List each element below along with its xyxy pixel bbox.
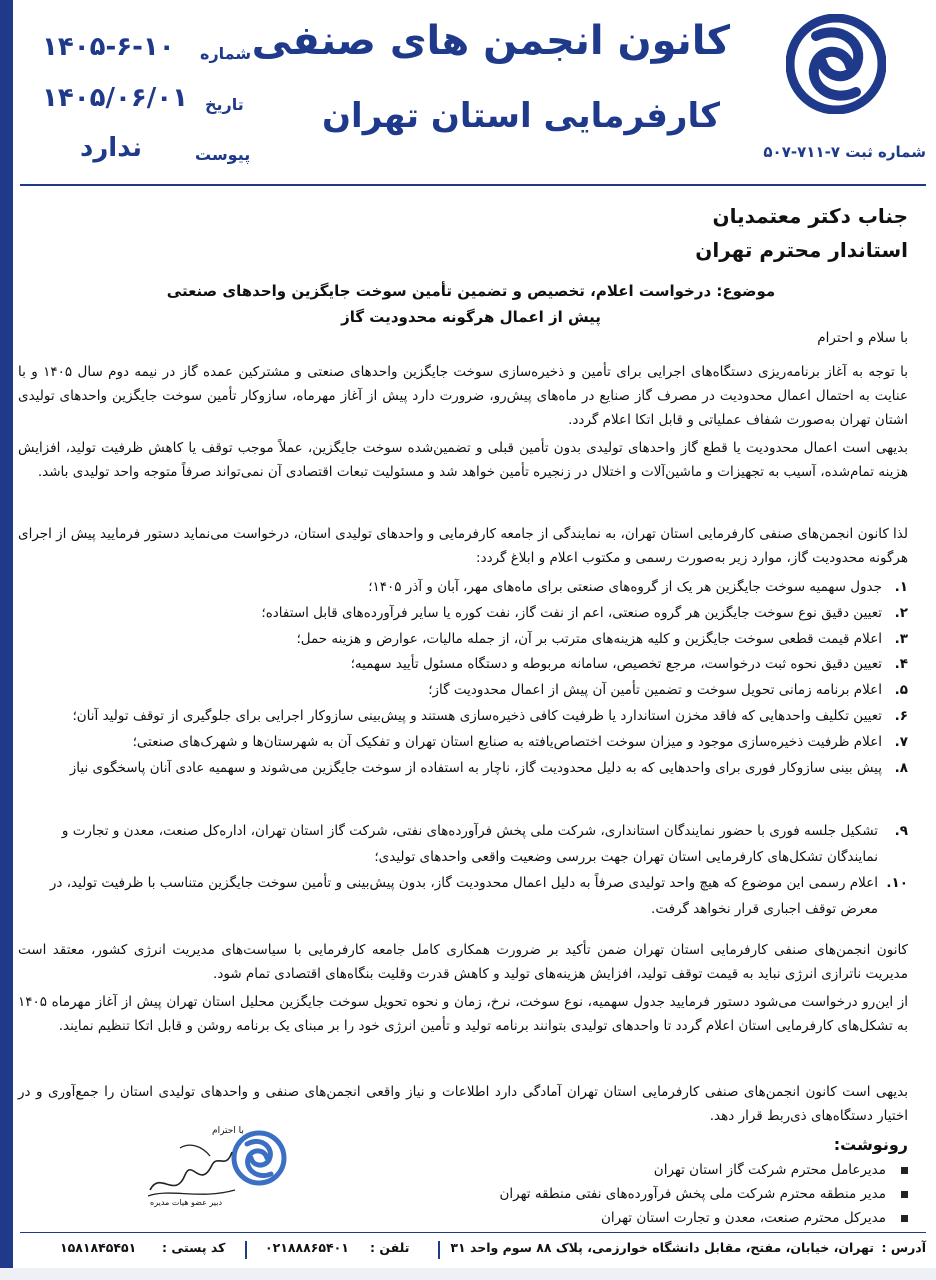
association-logo-icon — [786, 14, 886, 114]
list-item-text: تعیین دقیق نحوه ثبت درخواست، مرجع تخصیص، سامانه مربوطه و دستگاه مسئول تأیید سهمیه؛ — [350, 656, 882, 673]
list-item — [18, 870, 908, 922]
date-label: تاریخ — [205, 95, 244, 114]
bottom-strip — [0, 1268, 936, 1280]
address-label: آدرس : — [881, 1240, 926, 1255]
list-item-number: ۱. — [894, 579, 908, 595]
address-value: تهران، خیابان، مفتح، مقابل دانشگاه خوارزمی، پلاک ۸۸ سوم واحد ۳۱ — [450, 1240, 874, 1255]
number-label: شماره — [200, 44, 252, 63]
attachment-label: پیوست — [195, 145, 251, 164]
list-item — [18, 818, 908, 870]
copies-list — [499, 1158, 908, 1230]
copy-recipient — [499, 1158, 908, 1182]
copy-recipient — [499, 1206, 908, 1230]
attachment-value: ندارد — [80, 133, 143, 163]
list-item — [18, 601, 908, 627]
request-list — [18, 575, 908, 781]
footer — [20, 1240, 926, 1260]
paragraph-consequences: بدیهی است اعمال محدودیت یا قطع گاز واحدهای تولیدی بدون تأمین قبلی و تضمین‌شده سوخت جایگزین، عملاً موجب توقف یا کاهش ظرفیت تولید، افزایش هزینه تمام‌شده، آسیب به تجهیزات و ماشین‌آلات و اختلال در زنجیره تأمین خواهد شد و مسئولیت تبعات اقتصادی آن نمی‌تواند صرفاً متوجه واحد تولیدی باشد. — [18, 440, 908, 480]
request-list-continued — [18, 818, 908, 922]
bullet-icon — [901, 1215, 908, 1222]
list-item — [18, 756, 908, 782]
list-item-text: اعلام قیمت قطعی سوخت جایگزین و کلیه هزینه‌های مترتب بر آن، از جمله مالیات، عوارض و هزینه حمل؛ — [296, 630, 882, 647]
list-item-number: ۹. — [894, 823, 908, 839]
header-divider — [20, 184, 926, 186]
postal-label: کد پستی : — [162, 1240, 226, 1255]
list-item — [18, 730, 908, 756]
list-item-number: ۱۰. — [886, 875, 908, 891]
subject-line-2: پیش از اعمال هرگونه محدودیت گاز — [341, 308, 601, 326]
list-item — [18, 678, 908, 704]
addressee-name: جناب دکتر معتمدیان — [712, 204, 908, 228]
list-item-number: ۳. — [894, 630, 908, 647]
list-item — [18, 627, 908, 653]
number-value: ۱۴۰۵-۶-۱۰ — [42, 32, 175, 62]
copies-title: رونوشت: — [833, 1135, 908, 1154]
paragraph-deadline: از این‌رو درخواست می‌شود دستور فرمایید جدول سهمیه، نوع سوخت، نرخ، زمان و نحوه تحویل سوخت جایگزین محلیل استان تهران پیش از آغاز مهرماه ۱۴۰۵ به تشکل‌های کارفرمایی استان اعلام گردد تا واحدهای تولیدی بتوانند برنامه تولید و تأمین انرژی خود را بر مبنای یک برنامه روشن و قابل اتکا تنظیم نمایند. — [18, 994, 908, 1034]
phone-label: تلفن : — [370, 1240, 410, 1255]
list-item-number: ۶. — [894, 707, 908, 724]
copy-recipient-text: مدیرکل محترم صنعت، معدن و تجارت استان تهران — [600, 1210, 886, 1226]
list-item-number: ۵. — [894, 682, 908, 699]
left-accent-bar — [0, 0, 13, 1280]
salutation: با سلام و احترام — [817, 330, 908, 346]
footer-separator — [438, 1241, 440, 1259]
list-item — [18, 704, 908, 730]
addressee-title: استاندار محترم تهران — [695, 238, 908, 262]
letterhead-title: کانون انجمن های صنفی — [251, 18, 730, 64]
list-item-text: تعیین تکلیف واحدهایی که فاقد مخزن استاندارد یا ظرفیت کافی ذخیره‌سازی هستند و پیش‌بینی سازوکار اجرایی برای جلوگیری از توقف تولید آنان؛ — [72, 707, 882, 724]
list-item-number: ۴. — [894, 656, 908, 673]
closing-text: با احترام — [212, 1126, 244, 1136]
paragraph-intro: با توجه به آغاز برنامه‌ریزی دستگاه‌های اجرایی برای تأمین و ذخیره‌سازی سوخت جایگزین واحدهای صنعتی و مشترکین عمده گاز در نیمه دوم سال ۱۴۰۵ و با عنایت به احتمال اعمال محدودیت در مصرف گاز صنایع در ماه‌های پیش‌رو، ضرورت دارد پیش از آغاز مهرماه، سازوکار تأمین سوخت جایگزین واحدهای تولیدی اشتان تهران به‌صورت شفاف عملیاتی و قابل اتکا اعلام گردد. — [18, 364, 908, 428]
copy-recipient-text: مدیر منطقه محترم شرکت ملی پخش فرآورده‌های نفتی منطقه تهران — [499, 1186, 886, 1202]
date-value: ۱۴۰۵/۰۶/۰۱ — [42, 83, 188, 113]
registration-number: شماره ثبت ۷-۷۱۱-۵۰۷ — [763, 143, 926, 161]
list-item-text: اعلام ظرفیت ذخیره‌سازی موجود و میزان سوخت اختصاص‌یافته به صنایع استان تهران و تفکیک آن به شهرستان‌ها و شهرک‌های صنعتی؛ — [132, 733, 882, 750]
copy-recipient-text: مدیرعامل محترم شرکت گاز استان تهران — [653, 1162, 886, 1178]
paragraph-emphasis: کانون انجمن‌های صنفی کارفرمایی استان تهران ضمن تأکید بر ضرورت همکاری کامل جامعه کارفرمایی با سیاست‌های مدیریت انرژی کشور، معتقد است مدیریت ناترازی انرژی نباید به قیمت توقف تولید، افزایش هزینه‌های تولید و کاهش قدرت وقلیت بنگاه‌های اقتصادی تمام شود. — [18, 942, 908, 982]
signatory-title: دبیر عضو هیات مدیره — [150, 1198, 223, 1207]
list-item-text: اعلام برنامه زمانی تحویل سوخت و تضمین تأمین آن پیش از اعمال محدودیت گاز؛ — [428, 682, 882, 699]
list-item-number: ۷. — [894, 733, 908, 750]
paragraph-request: لذا کانون انجمن‌های صنفی کارفرمایی استان تهران، به نمایندگی از جامعه کارفرمایی و واحدهای تولیدی استان، درخواست می‌نماید دستور فرمایید پیش از اجرای هرگونه محدودیت گاز، موارد زیر به‌صورت رسمی و مکتوب اعلام و ابلاغ گردد: — [18, 526, 908, 566]
list-item-text: اعلام رسمی این موضوع که هیچ واحد تولیدی صرفاً به دلیل اعمال محدودیت گاز، بدون پیش‌بینی و تأمین سوخت جایگزین متناسب با ظرفیت تولید، در معرض توقف اجباری قرار نخواهد گرفت. — [49, 875, 878, 917]
postal-value: ۱۵۸۱۸۴۵۴۵۱ — [60, 1240, 137, 1255]
footer-divider — [20, 1232, 926, 1233]
phone-value: ۰۲۱۸۸۸۶۵۴۰۱ — [265, 1240, 349, 1255]
list-item — [18, 575, 908, 601]
subject-line-1: موضوع: درخواست اعلام، تخصیص و تضمین تأمین سوخت جایگزین واحدهای صنعتی — [166, 282, 776, 300]
bullet-icon — [901, 1167, 908, 1174]
copy-recipient — [499, 1182, 908, 1206]
list-item — [18, 652, 908, 678]
list-item-text: جدول سهمیه سوخت جایگزین هر یک از گروه‌های صنعتی برای ماه‌های مهر، آبان و آذر ۱۴۰۵؛ — [368, 579, 882, 595]
bullet-icon — [901, 1191, 908, 1198]
footer-separator — [245, 1241, 247, 1259]
paragraph-readiness: بدیهی است کانون انجمن‌های صنفی کارفرمایی استان تهران آمادگی دارد اطلاعات و نیاز واقعی انجمن‌های صنفی و واحدهای تولیدی استان را جمع‌آوری و در اختیار دستگاه‌های ذی‌ربط قرار دهد. — [18, 1084, 908, 1124]
list-item-text: پیش بینی سازوکار فوری برای واحدهایی که به دلیل محدودیت گاز، ناچار به استفاده از سوخت جایگزین می‌شوند و سهمیه عادی آنان پاسخگوی نیاز — [69, 759, 882, 776]
list-item-number: ۸. — [894, 759, 908, 776]
list-item-number: ۲. — [894, 604, 908, 621]
letterhead-subtitle: کارفرمایی استان تهران — [322, 96, 720, 136]
list-item-text: تعیین دقیق نوع سوخت جایگزین هر گروه صنعتی، اعم از نفت گاز، نفت کوره یا سایر فرآورده‌های قابل استفاده؛ — [261, 604, 882, 621]
list-item-text: تشکیل جلسه فوری با حضور نمایندگان استانداری، شرکت ملی پخش فرآورده‌های نفتی، شرکت گاز استان تهران، اداره‌کل صنعت، معدن و تجارت و نمایندگان تشکل‌های کارفرمایی استان تهران جهت بررسی وضعیت واقعی واحدهای تولیدی؛ — [61, 823, 878, 865]
